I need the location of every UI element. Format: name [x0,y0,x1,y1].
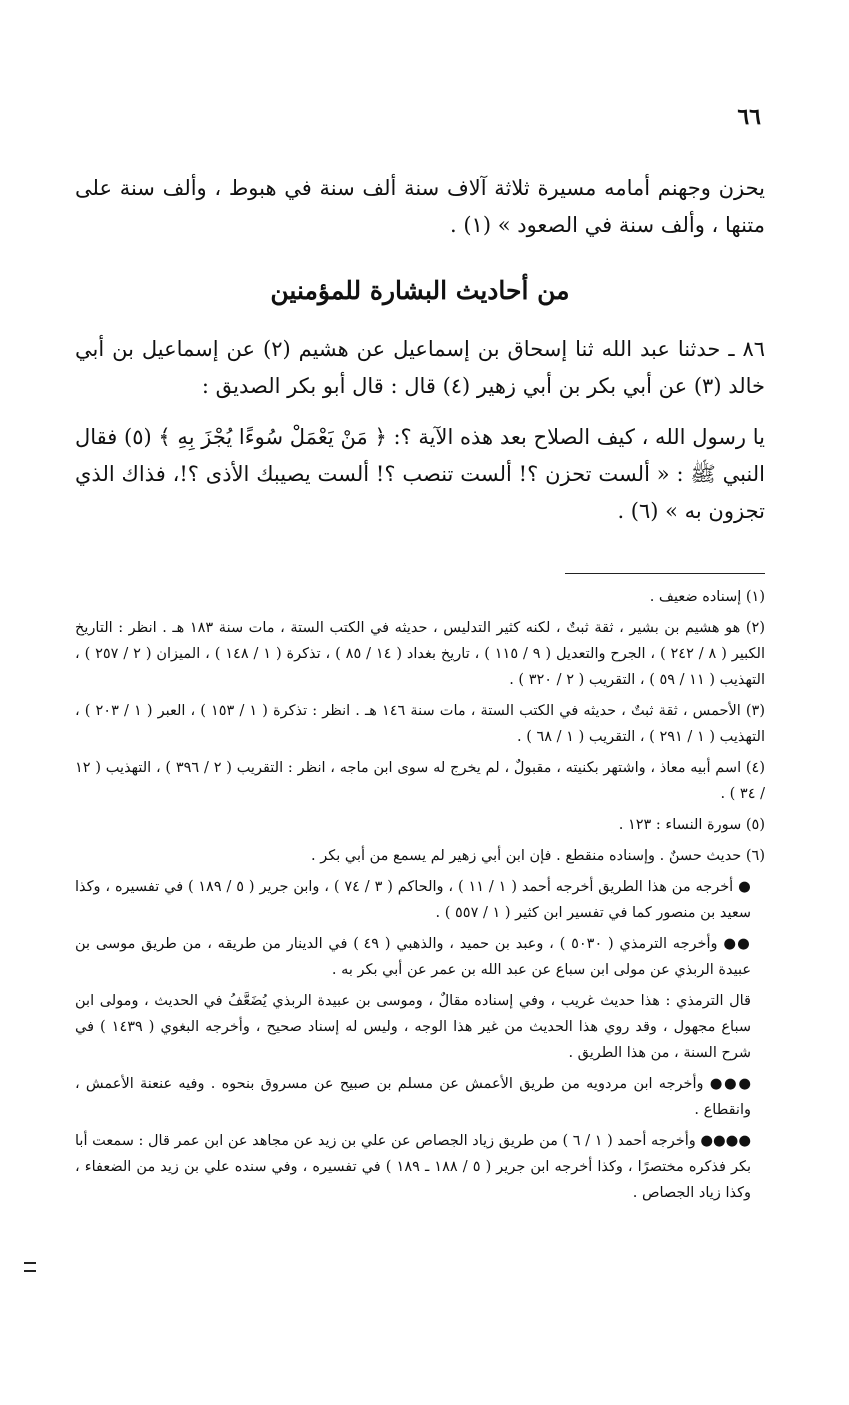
footnote-5: (٥) سورة النساء : ١٢٣ . [618,817,765,833]
footnote-6-subnote-2: ●● وأخرجه الترمذي ( ٥٠٣٠ ) ، وعبد بن حميد ، والذهبي ( ٤٩ ) في الدينار من طريقه ، من طريق موسى بن عبيدة الربذي عن مولى ابن سباع عن عبد الله بن عمر عن أبي بكر به . [75,936,751,978]
footnote-6-subnote-1: ● أخرجه من هذا الطريق أخرجه أحمد ( ١ / ١١ ) ، والحاكم ( ٣ / ٧٤ ) ، وابن جرير ( ٥ / ١٨٩ ) في تفسيره ، وكذا سعيد بن منصور كما في تفسير ابن كثير ( ١ / ٥٥٧ ) . [75,879,751,921]
footnote-6-subnote-5: ●●●● وأخرجه أحمد ( ١ / ٦ ) من طريق زياد الجصاص عن علي بن زيد عن مجاهد عن ابن عمر قال : سمعت أبا بكر فذكره مختصرًا ، وكذا أخرجه ابن جرير ( ٥ / ١٨٨ ـ ١٨٩ ) في تفسيره ، وفي سنده علي بن زيد من الضعفاء ، وكذا زياد الجصاص . [75,1133,752,1201]
footnote-3: (٣) الأحمس ، ثقة ثبتٌ ، حديثه في الكتب الستة ، مات سنة ١٤٦ هـ . انظر : تذكرة ( ١ / ١٥٣ ) ، العبر ( ١ / ٢٠٣ ) ، التهذيب ( ١ / ٢٩١ ) ، التقريب ( ١ / ٦٨ ) . [75,703,766,745]
page-number: ٦٦ [737,104,761,130]
paragraph-3: يا رسول الله ، كيف الصلاح بعد هذه الآية ؟: ﴿ مَنْ يَعْمَلْ سُوءًا يُجْزَ بِهِ ﴾ (٥) فقال النبي ﷺ : « ألست تحزن ؟! ألست تنصب ؟! ألست يصيبك الأذى ؟!، فذاك الذي تجزون به » (٦) . [75,425,766,523]
section-heading: من أحاديث البشارة للمؤمنين [270,276,570,305]
margin-mark [24,1262,36,1272]
footnote-4: (٤) اسم أبيه معاذ ، واشتهر بكنيته ، مقبولٌ ، لم يخرج له سوى ابن ماجه ، انظر : التقريب ( ٢ / ٣٩٦ ) ، التهذيب ( ١٢ / ٣٤ ) . [75,760,765,802]
paragraph-2: ٨٦ ـ حدثنا عبد الله ثنا إسحاق بن إسماعيل عن هشيم (٢) عن إسماعيل بن أبي خالد (٣) عن أبي بكر بن أبي زهير (٤) قال : قال أبو بكر الصديق : [75,337,765,398]
footnotes [75,584,765,1211]
footnote-6: (٦) حديث حسنٌ . وإسناده منقطع . فإن ابن أبي زهير لم يسمع من أبي بكر . [310,848,765,864]
footnote-1: (١) إسناده ضعيف . [649,589,765,605]
main-text [75,170,765,530]
footnote-6-subnote-3: قال الترمذي : هذا حديث غريب ، وفي إسناده مقالٌ ، وموسى بن عبيدة الربذي يُضَعَّفُ في الحديث ، ومولى ابن سباع مجهول ، وقد روي هذا الحديث من غير هذا الوجه ، وليس له إسناد صحيح ، وأخرجه البغوي ( ١٤٣٩ ) في شرح السنة ، من هذا الطريق . [75,993,751,1061]
footnote-6-subnote-4: ●●● وأخرجه ابن مردويه من طريق الأعمش عن مسلم بن صبيح عن مسروق بنحوه . وفيه عنعنة الأعمش ، وانقطاع . [75,1076,751,1118]
paragraph-1: يحزن وجهنم أمامه مسيرة ثلاثة آلاف سنة ألف سنة في هبوط ، وألف سنة على متنها ، وألف سنة في الصعود » (١) . [75,176,765,237]
footnote-2: (٢) هو هشيم بن بشير ، ثقة ثبتٌ ، لكنه كثير التدليس ، حديثه في الكتب الستة ، مات سنة ١٨٣ هـ . انظر : التاريخ الكبير ( ٨ / ٢٤٢ ) ، الجرح والتعديل ( ٩ / ١١٥ ) ، تاريخ بغداد ( ١٤ / ٨٥ ) ، تذكرة ( ١ / ١٤٨ ) ، الميزان ( ٢ / ٢٥٧ ) ، التهذيب ( ١١ / ٥٩ ) ، التقريب ( ٢ / ٣٢٠ ) . [75,620,765,688]
footnote-divider [565,573,765,574]
